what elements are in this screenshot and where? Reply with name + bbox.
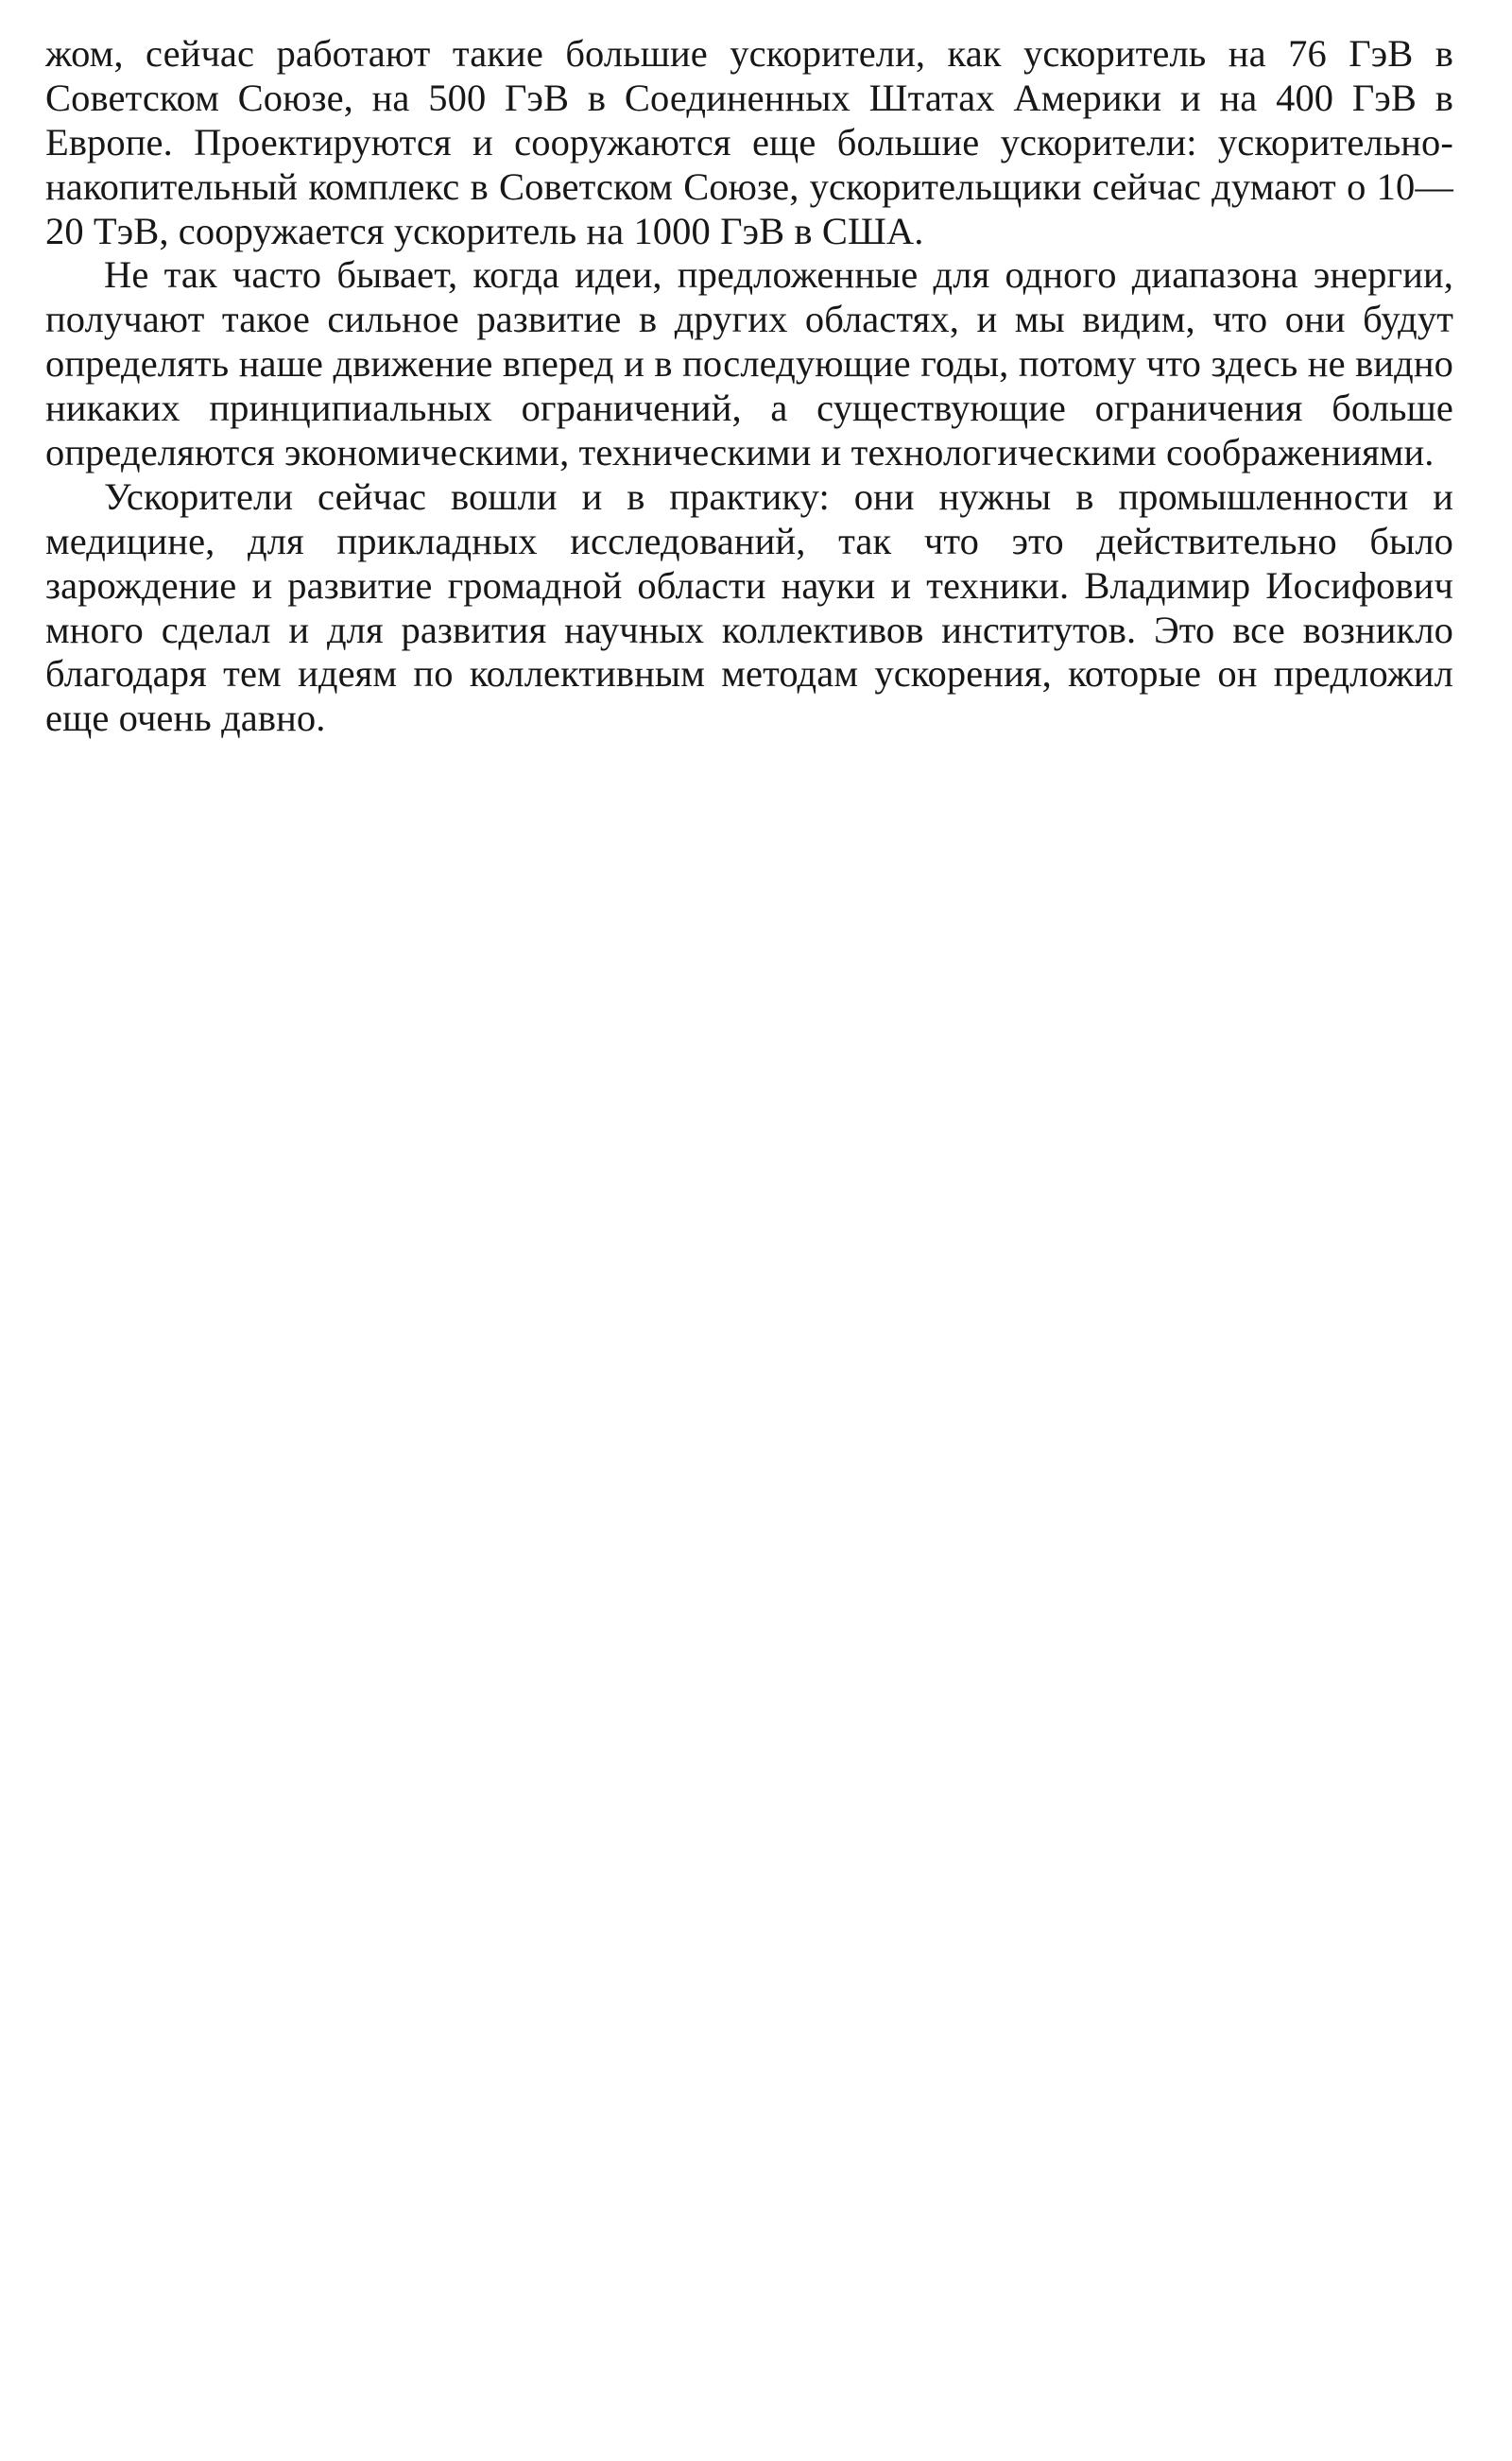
paragraph-1-continued: жом, сейчас работают такие большие ускорители, как ускоритель на 76 ГэВ в Советском Союзе, на 500 ГэВ в Соединенных Штатах Америки и на 400 ГэВ в Европе. Проектируются и сооружаются еще большие ускорители: ускорительно-накопительный комплекс в Советском Союзе, ускорительщики сейчас думают о 10—20 ТэВ, сооружается ускоритель на 1000 ГэВ в США. — [45, 32, 1453, 252]
body-text-column — [45, 32, 1453, 741]
paragraph-2: Не так часто бывает, когда идеи, предложенные для одного диапазона энергии, получают такое сильное развитие в других областях, и мы видим, что они будут определять наше движение вперед и в последующие годы, потому что здесь не видно никаких принципиальных ограничений, а существующие ограничения больше определяются экономическими, техническими и технологическими соображениями. — [45, 253, 1453, 474]
paragraph-3: Ускорители сейчас вошли и в практику: они нужны в промышленности и медицине, для прикладных исследований, так что это действительно было зарождение и развитие громадной области науки и техники. Владимир Иосифович много сделал и для развития научных коллективов институтов. Это все возникло благодаря тем идеям по коллективным методам ускорения, которые он предложил еще очень давно. — [45, 474, 1453, 740]
